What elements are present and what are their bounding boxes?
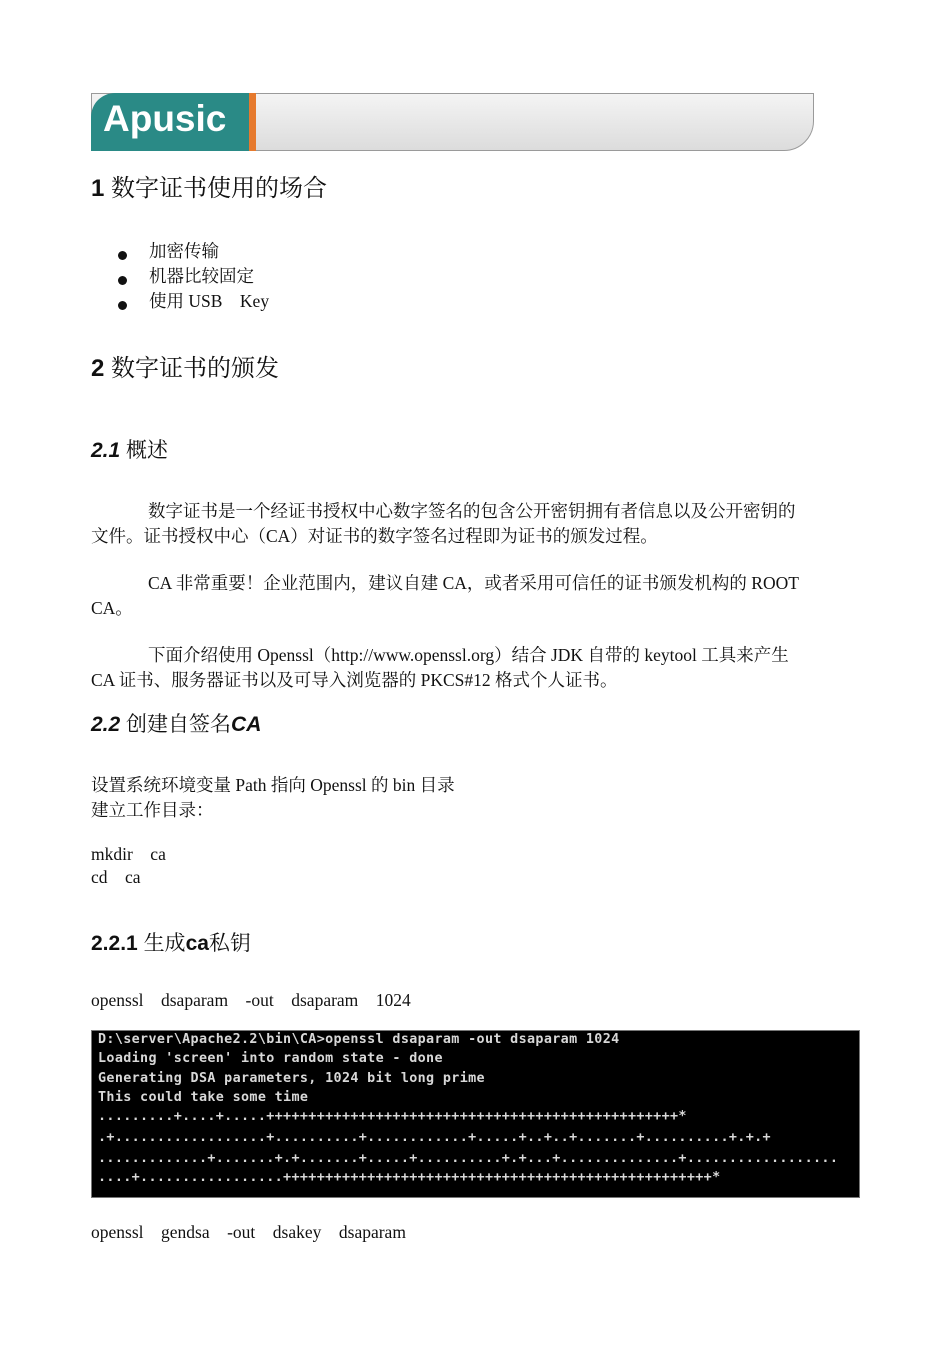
section-2-2-title-suffix: CA <box>231 713 262 736</box>
header-banner <box>91 93 814 151</box>
bullet-dot <box>118 251 127 260</box>
command-line: mkdir ca <box>91 844 166 864</box>
paragraph-line: CA 非常重要！企业范围内，建议自建 CA，或者采用可信任的证书颁发机构的 ROOT <box>148 573 799 593</box>
bullet-item: 使用 USB Key <box>149 291 270 311</box>
section-2-2-1-number: 2.2.1 <box>91 932 138 955</box>
section-1-number: 1 <box>91 175 105 202</box>
logo-accent-stripe <box>249 93 256 151</box>
console-screenshot <box>91 1030 860 1198</box>
apusic-logo <box>91 93 249 151</box>
bullet-item: 加密传输 <box>149 241 219 261</box>
section-2-2-heading <box>91 708 261 738</box>
section-1-title: 数字证书使用的场合 <box>111 175 328 202</box>
bullet-dot <box>118 276 127 285</box>
section-1-heading <box>91 168 327 203</box>
section-2-2-title: 创建自签名 <box>126 713 232 736</box>
paragraph-line: 下面介绍使用 Openssl（http://www.openssl.org）结合 JDK 自带的 keytool 工具来产生 <box>148 645 789 665</box>
section-2-number: 2 <box>91 355 105 382</box>
console-line: D:\server\Apache2.2\bin\CA>openssl dsaparam -out dsaparam 1024 <box>98 1032 620 1047</box>
section-2-1-heading <box>91 434 168 464</box>
command-line: openssl dsaparam -out dsaparam 1024 <box>91 990 411 1010</box>
bullet-item: 机器比较固定 <box>149 266 254 286</box>
console-line: .............+.......+.+.......+.....+..........+.+...+..............+.................. <box>98 1151 839 1166</box>
section-2-title: 数字证书的颁发 <box>111 355 280 382</box>
command-line: openssl gendsa -out dsakey dsaparam <box>91 1222 406 1242</box>
text-line: 设置系统环境变量 Path 指向 Openssl 的 bin 目录 <box>91 775 455 795</box>
section-2-2-1-title-a: 生成 <box>143 932 186 955</box>
paragraph-line: CA 证书、服务器证书以及可导入浏览器的 PKCS#12 格式个人证书。 <box>91 670 618 690</box>
section-2-heading <box>91 348 279 383</box>
console-line: .........+....+.....+++++++++++++++++++++++++++++++++++++++++++++++++* <box>98 1109 687 1124</box>
console-line: .+..................+..........+............+.....+..+..+.......+..........+.+.+ <box>98 1130 771 1145</box>
section-2-2-1-title-c: 私钥 <box>208 932 251 955</box>
section-2-2-1-title-b: ca <box>185 932 209 955</box>
console-line: ....+.................+++++++++++++++++++++++++++++++++++++++++++++++++++* <box>98 1170 721 1185</box>
section-2-2-1-heading <box>91 927 251 957</box>
console-line: This could take some time <box>98 1090 309 1105</box>
paragraph-line: 数字证书是一个经证书授权中心数字签名的包含公开密钥拥有者信息以及公开密钥的 <box>148 501 796 521</box>
console-line: Generating DSA parameters, 1024 bit long prime <box>98 1071 485 1086</box>
command-line: cd ca <box>91 867 141 887</box>
text-line: 建立工作目录： <box>91 800 214 820</box>
section-2-1-number: 2.1 <box>91 439 121 462</box>
section-2-2-number: 2.2 <box>91 713 121 736</box>
console-line: Loading 'screen' into random state - done <box>98 1051 443 1066</box>
bullet-dot <box>118 301 127 310</box>
logo-text: Apusic <box>103 98 227 139</box>
paragraph-line: 文件。证书授权中心（CA）对证书的数字签名过程即为证书的颁发过程。 <box>91 526 658 546</box>
paragraph-line: CA。 <box>91 598 133 618</box>
section-2-1-title: 概述 <box>126 439 169 462</box>
